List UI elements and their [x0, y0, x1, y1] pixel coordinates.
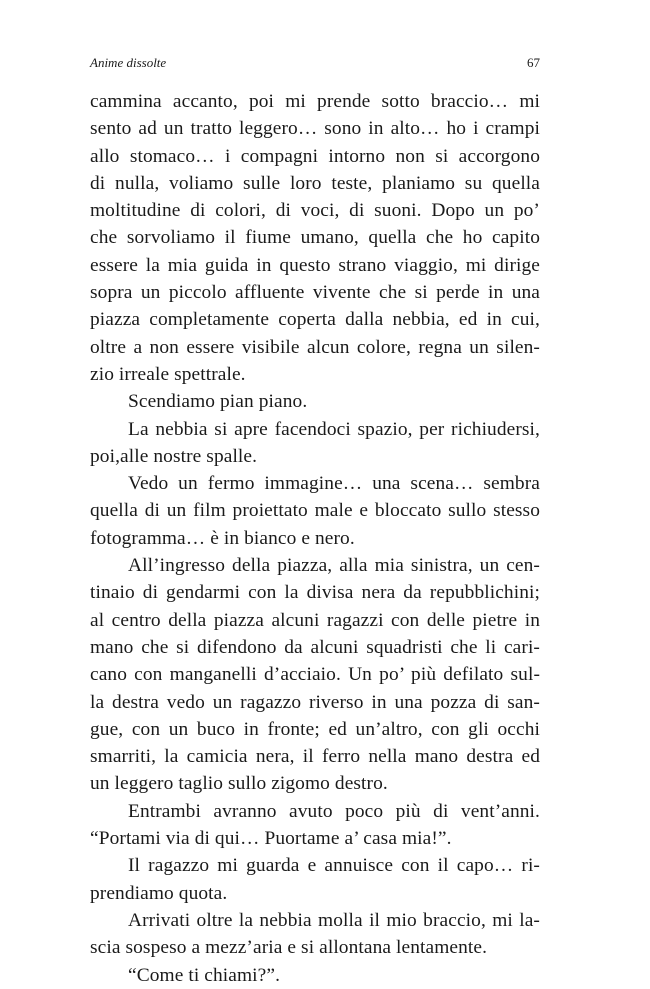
text-line: mano che si difendono da alcuni squadristi che li cari- — [90, 636, 540, 658]
text-line: Vedo un fermo immagine… una scena… sembra — [128, 473, 540, 495]
text-line: al centro della piazza alcuni ragazzi con delle pietre in — [90, 609, 540, 631]
text-line: Entrambi avranno avuto poco più di vent’anni. — [128, 800, 540, 822]
text-line: che sorvoliamo il fiume umano, quella che ho capito — [90, 227, 540, 249]
text-line: gue, con un buco in fronte; ed un’altro, con gli occhi — [90, 718, 540, 740]
text-line: piazza completamente coperta dalla nebbia, ed in cui, — [90, 309, 540, 331]
text-line: zio irreale spettrale. — [90, 363, 246, 385]
text-line: prendiamo quota. — [90, 882, 228, 904]
text-line: smarriti, la camicia nera, il ferro nella mano destra ed — [90, 746, 540, 768]
text-line: tinaio di gendarmi con la divisa nera da repubblichini; — [90, 582, 540, 604]
page-number: 67 — [527, 55, 540, 70]
text-line: Il ragazzo mi guarda e annuisce con il capo… ri- — [128, 855, 540, 877]
text-line: di nulla, voliamo sulle loro teste, planiamo su quella — [90, 172, 540, 194]
text-line: fotogramma… è in bianco e nero. — [90, 527, 355, 549]
text-line: “Portami via di qui… Puortame a’ casa mia!”. — [90, 828, 452, 850]
text-line: un leggero taglio sullo zigomo destro. — [90, 773, 388, 795]
text-line: scia sospeso a mezz’aria e si allontana lentamente. — [90, 937, 488, 959]
text-line: oltre a non essere visibile alcun colore, regna un silen- — [90, 336, 540, 358]
text-line: sento ad un tratto leggero… sono in alto… ho i crampi — [90, 118, 540, 140]
text-line: allo stomaco… i compagni intorno non si accorgono — [90, 145, 540, 167]
text-line: moltitudine di colori, di voci, di suoni. Dopo un po’ — [90, 200, 540, 222]
text-line: “Come ti chiami?”. — [128, 964, 281, 986]
running-title: Anime dissolte — [90, 55, 167, 70]
text-line: cano con manganelli d’acciaio. Un po’ più defilato sul- — [90, 664, 540, 686]
text-line: la destra vedo un ragazzo riverso in una pozza di san- — [90, 691, 540, 713]
text-line: essere la mia guida in questo strano viaggio, mi dirige — [90, 254, 540, 276]
body-text — [90, 88, 540, 989]
text-line: Scendiamo pian piano. — [128, 391, 308, 413]
text-line: cammina accanto, poi mi prende sotto braccio… mi — [90, 91, 540, 112]
text-line: Arrivati oltre la nebbia molla il mio braccio, mi la- — [128, 909, 540, 931]
text-line: quella di un film proiettato male e bloccato sullo stesso — [90, 500, 540, 522]
text-line: La nebbia si apre facendoci spazio, per richiudersi, — [128, 418, 540, 440]
text-line: All’ingresso della piazza, alla mia sinistra, un cen- — [128, 555, 540, 577]
text-line: poi,alle nostre spalle. — [90, 445, 258, 467]
text-line: sopra un piccolo affluente vivente che si perde in una — [90, 282, 540, 304]
